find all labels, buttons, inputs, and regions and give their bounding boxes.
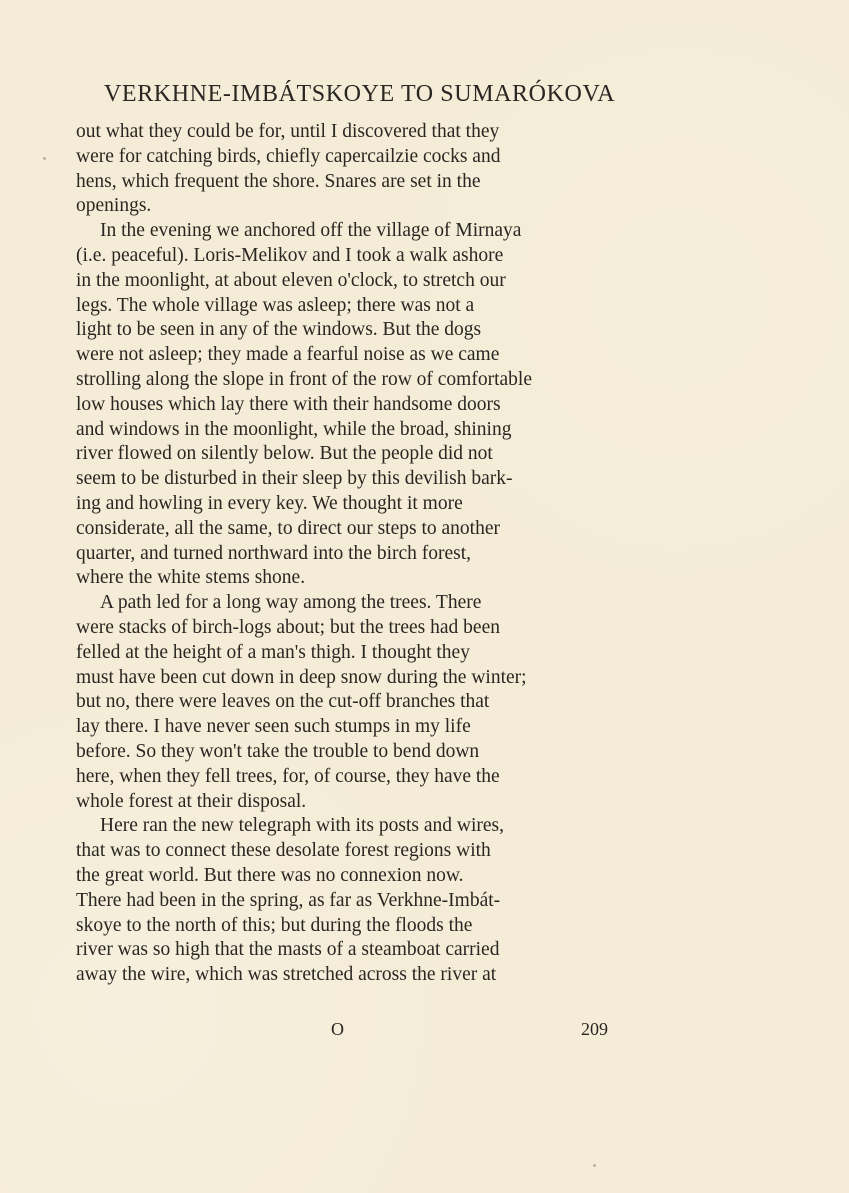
text-line: river was so high that the masts of a steamboat carried (76, 939, 500, 961)
text-line: felled at the height of a man's thigh. I thought they (76, 641, 470, 663)
text-line: In the evening we anchored off the village of Mirnaya (100, 220, 522, 242)
text-line: must have been cut down in deep snow during the winter; (76, 666, 527, 688)
text-line: before. So they won't take the trouble to bend down (76, 740, 480, 762)
page-number: 209 (581, 1019, 608, 1039)
text-line: legs. The whole village was asleep; there was not a (76, 294, 475, 316)
body-text (76, 120, 624, 988)
text-line: hens, which frequent the shore. Snares are set in the (76, 170, 481, 192)
text-line: river flowed on silently below. But the people did not (76, 443, 493, 465)
text-line: seem to be disturbed in their sleep by this devilish bark- (76, 468, 513, 490)
text-line: were stacks of birch-logs about; but the trees had been (76, 616, 500, 638)
text-line: but no, there were leaves on the cut-off branches that (76, 691, 490, 713)
text-line: There had been in the spring, as far as Verkhne-Imbát- (76, 889, 501, 911)
text-line: where the white stems shone. (76, 567, 306, 589)
text-line: lay there. I have never seen such stumps in my life (76, 716, 471, 738)
running-head: VERKHNE-IMBÁTSKOYE TO SUMARÓKOVA (104, 81, 616, 107)
text-line: quarter, and turned northward into the birch forest, (76, 542, 472, 564)
text-line: were for catching birds, chiefly capercailzie cocks and (76, 145, 501, 167)
text-line: whole forest at their disposal. (76, 790, 307, 812)
text-line: out what they could be for, until I discovered that they (76, 121, 500, 142)
text-line: (i.e. peaceful). Loris-Melikov and I took a walk ashore (76, 244, 504, 266)
text-line: the great world. But there was no connexion now. (76, 864, 464, 886)
text-line: here, when they fell trees, for, of course, they have the (76, 765, 500, 787)
text-line: away the wire, which was stretched across the river at (76, 964, 497, 986)
paper-speck (593, 1164, 596, 1167)
text-line: in the moonlight, at about eleven o'clock, to stretch our (76, 269, 506, 291)
paper-speck (43, 157, 46, 160)
text-line: ing and howling in every key. We thought it more (76, 492, 463, 514)
signature-mark: O (331, 1019, 344, 1039)
text-line: considerate, all the same, to direct our steps to another (76, 517, 500, 539)
text-line: that was to connect these desolate forest regions with (76, 840, 491, 862)
text-line: low houses which lay there with their handsome doors (76, 393, 501, 415)
text-line: and windows in the moonlight, while the broad, shining (76, 418, 512, 440)
text-line: openings. (76, 195, 152, 217)
text-line: were not asleep; they made a fearful noise as we came (76, 344, 500, 366)
text-line: light to be seen in any of the windows. But the dogs (76, 319, 482, 341)
text-line: skoye to the north of this; but during the floods the (76, 914, 473, 936)
text-line: Here ran the new telegraph with its posts and wires, (100, 815, 504, 837)
text-line: strolling along the slope in front of the row of comfortable (76, 368, 532, 390)
text-line: A path led for a long way among the trees. There (100, 592, 482, 614)
